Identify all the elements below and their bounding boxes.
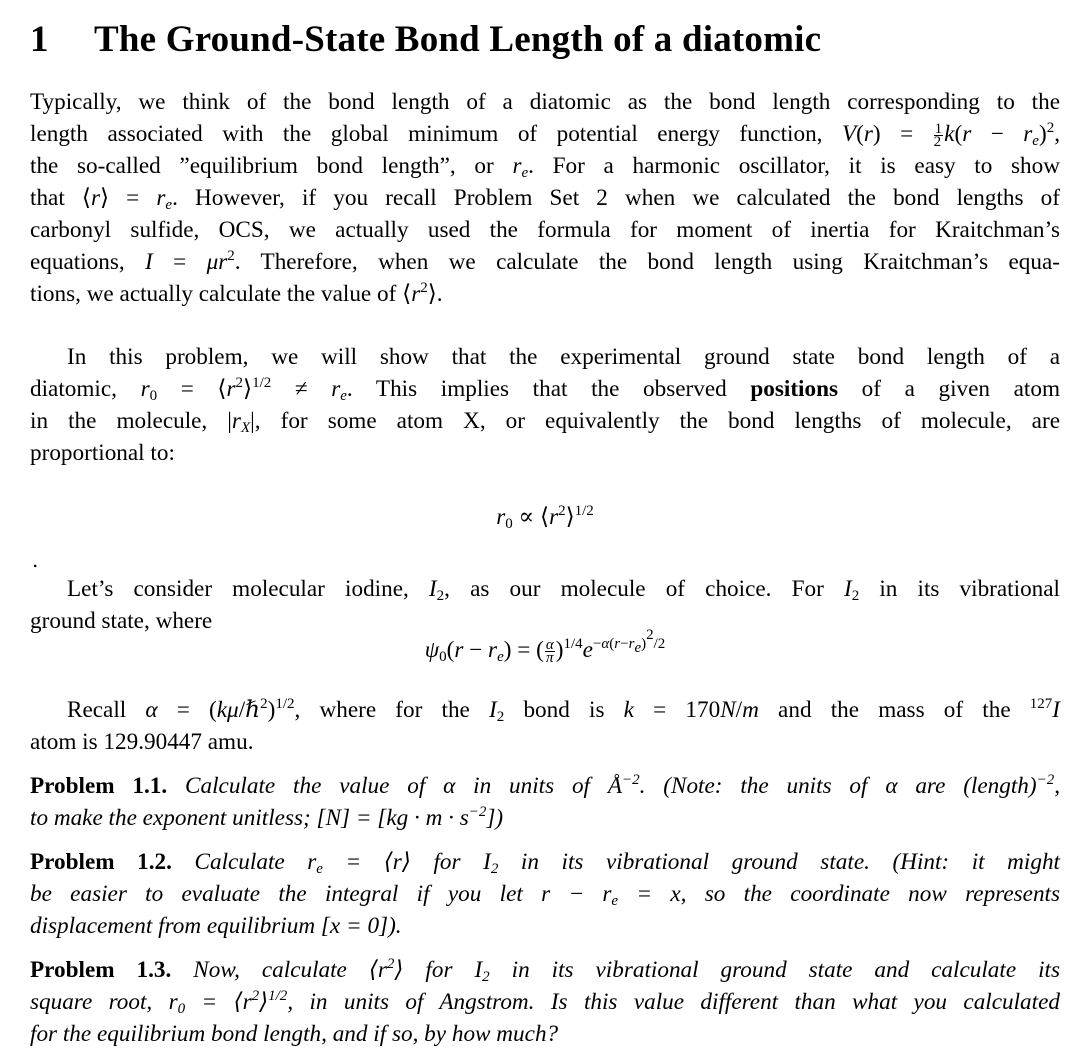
problem-1-1: Problem 1.1. Calculate the value of α in units of $Å^{-2}$. (Note: the units of α are (length)$^{-2}$, to make the exponent unitless; $[N] = [kg \cdot m \cdot s^{-2}]$) xyxy=(30,772,1061,831)
paragraph-objective: In this problem, we will show that the experimental ground state bond length of a diatomic, $r_0$ = $⟨r^2⟩^{1/2} \ne r_e$. This implies that the observed positions of a given atom in the molecule, $|r_X|$, for some atom X, or equivalently the bond lengths of molecule, are proportional to: xyxy=(30,344,1060,466)
equation-proportionality: $r_0$ ∝ $⟨r^2⟩^{1/2}$ xyxy=(496,503,594,532)
problem-label: Problem 1.3. xyxy=(30,957,172,983)
problem-1-3: Problem 1.3. Now, calculate $⟨r^2⟩$ for $I_2$ in its vibrational ground state and calculate its square root, $r_0$ = $⟨r^2⟩^{1/2}$, in units of Angstrom. Is this value different than what you calculated for the equilibrium bond length, and if so, by how much? xyxy=(30,956,1060,1047)
problem-1-2: Problem 1.2. Calculate $r_e$ = ⟨r⟩ for $I_2$ in its vibrational ground state. (Hint: it might be easier to evaluate the integral if you let $r - r_e = x$, so the coordinate now represents displacement from equilibrium [x = 0]). xyxy=(30,849,1061,939)
problem-label: Problem 1.1. xyxy=(30,773,168,799)
section-heading xyxy=(30,18,821,61)
equation-wavefunction: $\psi_0(r - r_e)$ = ( $\frac{\alpha}{\pi}$ )$^{1/4}e^{-\alpha(r-r_e)^2/2}$ xyxy=(424,627,666,667)
paragraph-iodine: Let’s consider molecular iodine, $I_2$, as our molecule of choice. For $I_2$ in its vibrational ground state, where xyxy=(30,576,1060,634)
problem-label: Problem 1.2. xyxy=(30,849,172,875)
paragraph-intro: Typically, we think of the bond length of a diatomic as the bond length corresponding to the length associated with the global minimum of potential energy function, V(r) = $\frac{1}{2}$ $k(r - r_e)^2$, the so-called ”equilibrium bond length”, or $r_e$. For a harmonic oscillator, it is easy to show that ⟨r⟩ = $r_e$. However, if you recall Problem Set 2 when we calculated the bond lengths of carbonyl sulfide, OCS, we actually used the formula for moment of inertia for Kraitchman’s equations, $I = \mu r^2$. Therefore, when we calculate the bond length using Kraitchman’s equa- tions, we actually calculate the value of $⟨r^2⟩$. xyxy=(30,89,1061,307)
paragraph-constants: Recall α = (kμ/ℏ$^2$)$^{1/2}$, where for the $I_2$ bond is k = 170N/m and the mass of the $^{127}$I atom is 129.90447 amu. xyxy=(30,696,1061,755)
section-title: The Ground-State Bond Length of a diatomic xyxy=(94,19,822,60)
stray-period: . xyxy=(32,548,39,572)
section-number: 1 xyxy=(30,19,49,60)
